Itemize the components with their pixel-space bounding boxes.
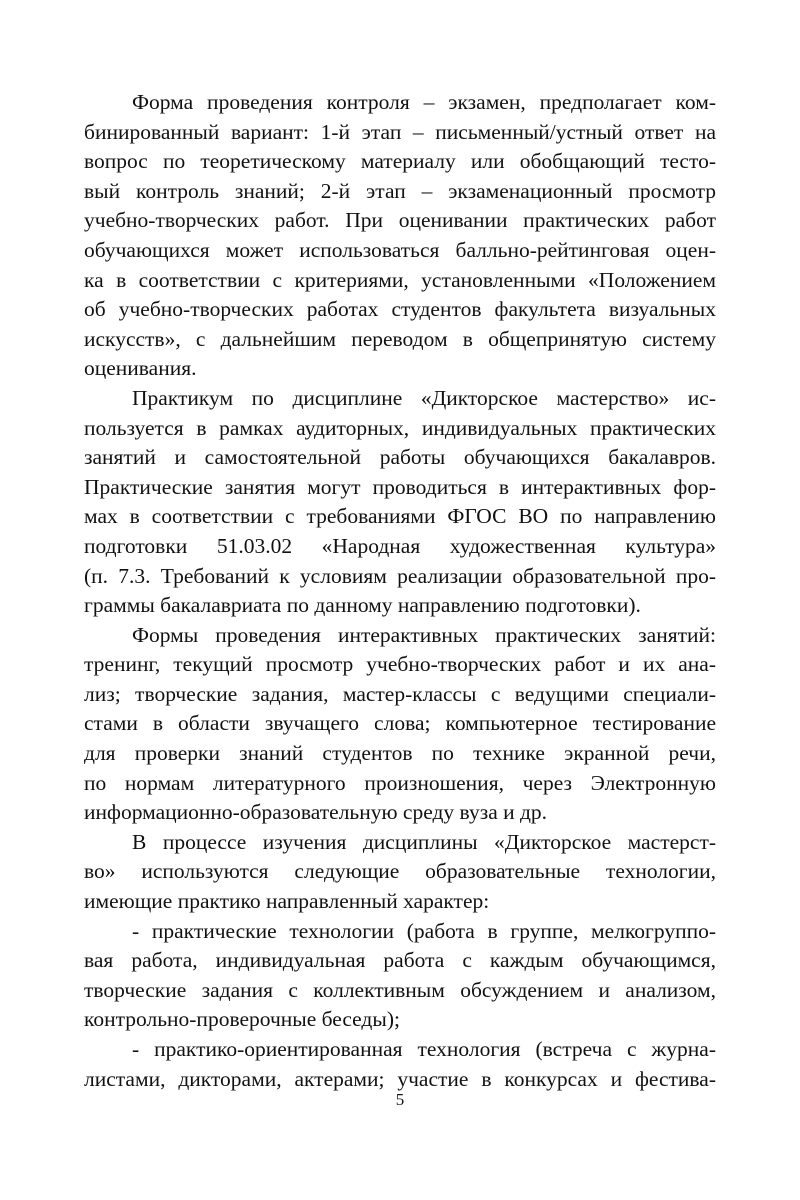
text-line: занятий и самостоятельной работы обучающихся бакалавров. xyxy=(84,445,716,470)
paragraph xyxy=(84,1035,716,1094)
text-line: - практические технологии (работа в группе, мелкогруппо- xyxy=(132,918,716,943)
text-line: граммы бакалавриата по данному направлению подготовки). xyxy=(84,593,641,618)
text-line: (п. 7.3. Требований к условиям реализации образовательной про- xyxy=(84,563,716,588)
text-line: обучающихся может использоваться балльно-рейтинговая оцен- xyxy=(84,237,716,262)
text-line: вая работа, индивидуальная работа с каждым обучающимся, xyxy=(84,948,716,973)
text-line: пользуется в рамках аудиторных, индивидуальных практических xyxy=(84,415,716,440)
text-line: по нормам литературного произношения, через Электронную xyxy=(84,770,716,795)
text-line: бинированный вариант: 1-й этап – письменный/устный ответ на xyxy=(84,119,716,144)
text-line: подготовки 51.03.02 «Народная художественная культура» xyxy=(84,533,716,558)
text-line: - практико-ориентированная технология (встреча с журна- xyxy=(132,1037,716,1061)
text-line: стами в области звучащего слова; компьютерное тестирование xyxy=(84,711,716,736)
text-line: оценивания. xyxy=(84,356,197,381)
text-line: имеющие практико направленный характер: xyxy=(84,889,490,914)
text-line: информационно-образовательную среду вуза и др. xyxy=(84,800,548,825)
text-line: вопрос по теоретическому материалу или обобщающий тесто- xyxy=(84,149,716,174)
page-number: 5 xyxy=(395,1090,405,1109)
text-line: Форма проведения контроля – экзамен, предполагает ком- xyxy=(132,90,716,114)
text-line: Практические занятия могут проводиться в интерактивных фор- xyxy=(84,474,716,499)
text-line: мах в соответствии с требованиями ФГОС ВО по направлению xyxy=(84,504,716,529)
text-line: учебно-творческих работ. При оценивании практических работ xyxy=(84,208,716,233)
text-line: творческие задания с коллективным обсуждением и анализом, xyxy=(84,977,716,1002)
text-line: листами, дикторами, актерами; участие в конкурсах и фестива- xyxy=(84,1066,716,1091)
page-text xyxy=(84,88,716,1094)
paragraph xyxy=(84,917,716,1035)
text-line: об учебно-творческих работах студентов факультета визуальных xyxy=(84,297,716,322)
text-line: Практикум по дисциплине «Дикторское мастерство» ис- xyxy=(132,385,716,410)
text-line: В процессе изучения дисциплины «Дикторское мастерст- xyxy=(132,829,716,854)
text-line: ка в соответствии с критериями, установленными «Положением xyxy=(84,267,716,292)
text-line: тренинг, текущий просмотр учебно-творческих работ и их ана- xyxy=(84,652,716,677)
text-line: во» используются следующие образовательные технологии, xyxy=(84,859,716,884)
text-line: Формы проведения интерактивных практических занятий: xyxy=(132,622,716,647)
paragraph xyxy=(84,828,716,917)
text-line: вый контроль знаний; 2-й этап – экзаменационный просмотр xyxy=(84,178,716,203)
paragraph xyxy=(84,88,716,384)
text-line: искусств», с дальнейшим переводом в общепринятую систему xyxy=(84,326,716,351)
text-line: лиз; творческие задания, мастер-классы с ведущими специали- xyxy=(84,681,716,706)
text-line: для проверки знаний студентов по технике экранной речи, xyxy=(84,741,716,766)
paragraph xyxy=(84,384,716,621)
text-line: контрольно-проверочные беседы); xyxy=(84,1007,400,1032)
paragraph xyxy=(84,621,716,828)
